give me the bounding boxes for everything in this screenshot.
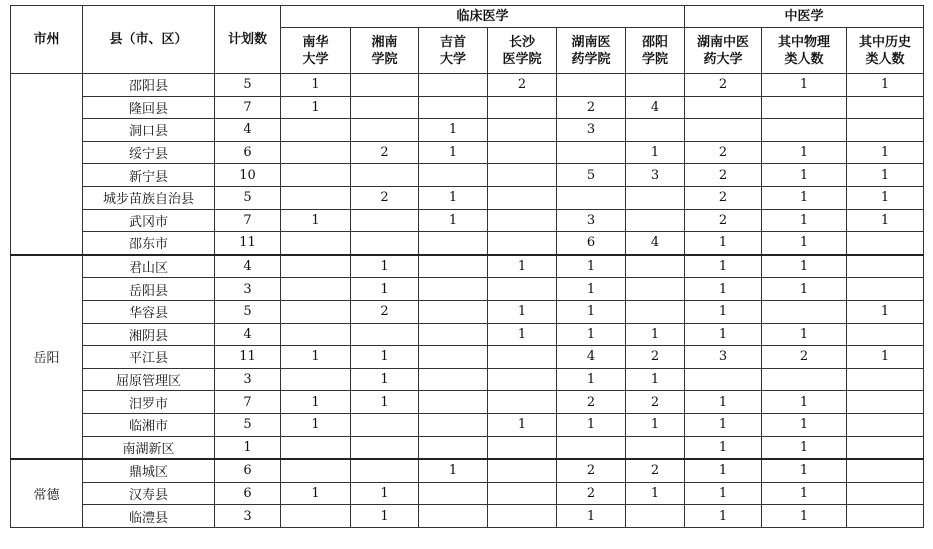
quota-cell: 1 [762,186,847,209]
quota-cell: 1 [626,368,685,391]
plan-cell: 4 [215,255,281,278]
quota-cell: 1 [351,368,419,391]
quota-cell: 1 [847,74,924,97]
quota-cell: 1 [762,482,847,505]
quota-cell [685,368,762,391]
county-cell: 临湘市 [83,413,215,436]
quota-cell [557,141,626,164]
quota-cell: 1 [762,323,847,346]
plan-cell: 3 [215,505,281,528]
quota-cell [419,164,488,187]
header-col-line1: 湘南 [371,34,398,50]
quota-cell [281,141,351,164]
quota-cell: 1 [351,391,419,414]
quota-cell: 4 [557,346,626,369]
quota-cell [488,368,557,391]
quota-cell [762,368,847,391]
quota-cell [281,300,351,323]
quota-cell: 1 [419,459,488,482]
quota-cell [419,413,488,436]
quota-cell [488,209,557,232]
quota-cell: 1 [419,119,488,142]
quota-cell: 1 [685,436,762,459]
quota-cell: 1 [419,186,488,209]
quota-cell: 1 [626,141,685,164]
plan-cell: 6 [215,141,281,164]
table-row [11,436,924,459]
table-body [11,74,924,528]
header-county: 县（市、区） [83,6,215,74]
quota-cell: 1 [762,436,847,459]
quota-cell [281,232,351,255]
quota-cell [488,505,557,528]
quota-cell: 2 [626,459,685,482]
header-col-line1: 其中物理 [778,34,831,50]
quota-cell [419,278,488,301]
table-row [11,164,924,187]
quota-cell: 1 [557,300,626,323]
quota-cell [419,391,488,414]
quota-cell: 1 [626,323,685,346]
header-group-clinical: 临床医学 [281,6,685,28]
quota-cell [488,436,557,459]
county-cell: 汉寿县 [83,482,215,505]
quota-cell [281,186,351,209]
quota-cell: 4 [626,96,685,119]
table-row [11,346,924,369]
quota-cell: 1 [762,74,847,97]
county-cell: 邵东市 [83,232,215,255]
plan-cell: 5 [215,413,281,436]
quota-cell [488,119,557,142]
quota-cell: 1 [685,232,762,255]
quota-cell [626,278,685,301]
quota-cell [488,96,557,119]
header-col-line2: 医学院 [502,51,542,67]
plan-cell: 5 [215,74,281,97]
header-col-line2: 学院 [642,51,669,67]
quota-cell: 1 [685,505,762,528]
quota-cell: 1 [685,278,762,301]
table-row [11,368,924,391]
quota-cell [626,186,685,209]
quota-cell: 1 [685,413,762,436]
quota-cell [488,232,557,255]
quota-cell: 1 [488,413,557,436]
header-city: 市州 [11,6,83,74]
county-cell: 隆回县 [83,96,215,119]
plan-cell: 5 [215,186,281,209]
quota-cell: 2 [685,186,762,209]
quota-cell [847,391,924,414]
quota-cell [847,368,924,391]
quota-cell: 1 [351,255,419,278]
plan-cell: 3 [215,278,281,301]
quota-cell: 2 [762,346,847,369]
county-cell: 岳阳县 [83,278,215,301]
quota-cell [351,164,419,187]
plan-cell: 5 [215,300,281,323]
header-col-5 [626,28,685,74]
table-row [11,482,924,505]
quota-cell [281,255,351,278]
header-col-8 [847,28,924,74]
quota-cell: 1 [847,164,924,187]
quota-cell [351,459,419,482]
county-cell: 汨罗市 [83,391,215,414]
quota-cell: 5 [557,164,626,187]
plan-cell: 6 [215,459,281,482]
quota-cell [626,505,685,528]
county-cell: 君山区 [83,255,215,278]
quota-cell [847,232,924,255]
quota-cell [281,119,351,142]
quota-cell [281,459,351,482]
county-cell: 湘阴县 [83,323,215,346]
quota-cell: 1 [847,300,924,323]
plan-cell: 10 [215,164,281,187]
table-row [11,141,924,164]
quota-cell: 2 [685,209,762,232]
quota-cell [351,96,419,119]
header-col-line2: 类人数 [865,51,905,67]
quota-cell: 1 [762,255,847,278]
quota-cell: 1 [281,413,351,436]
quota-cell: 1 [557,505,626,528]
quota-cell: 1 [762,505,847,528]
county-cell: 新宁县 [83,164,215,187]
quota-cell [351,119,419,142]
quota-cell [626,436,685,459]
quota-cell [488,391,557,414]
header-col-line2: 类人数 [784,51,824,67]
plan-cell: 3 [215,368,281,391]
quota-cell [351,74,419,97]
table-row [11,96,924,119]
county-cell: 城步苗族自治县 [83,186,215,209]
quota-cell: 1 [685,300,762,323]
table-row [11,323,924,346]
quota-cell [281,505,351,528]
quota-cell: 2 [626,391,685,414]
quota-cell [281,323,351,346]
county-cell: 临澧县 [83,505,215,528]
quota-cell: 1 [847,209,924,232]
quota-cell: 1 [762,232,847,255]
quota-cell [419,323,488,346]
quota-cell [685,96,762,119]
city-cell: 岳阳 [11,255,83,459]
quota-cell: 1 [351,278,419,301]
quota-cell: 2 [557,482,626,505]
quota-cell: 4 [626,232,685,255]
header-col-6 [685,28,762,74]
header-col-line1: 湖南中医 [697,34,750,50]
quota-cell: 1 [685,323,762,346]
quota-cell [626,209,685,232]
quota-cell [847,323,924,346]
plan-cell: 11 [215,346,281,369]
header-col-2 [419,28,488,74]
quota-cell: 2 [685,141,762,164]
quota-cell [281,436,351,459]
quota-cell: 1 [557,278,626,301]
quota-cell: 1 [351,505,419,528]
quota-cell: 1 [281,209,351,232]
quota-cell [488,346,557,369]
quota-cell: 1 [488,300,557,323]
city-cell: 常德 [11,459,83,527]
table-row [11,232,924,255]
quota-cell [557,436,626,459]
quota-cell [281,164,351,187]
quota-cell: 3 [557,209,626,232]
county-cell: 武冈市 [83,209,215,232]
quota-cell: 2 [351,300,419,323]
quota-cell [847,119,924,142]
header-col-1 [351,28,419,74]
quota-cell [281,278,351,301]
quota-cell: 2 [557,391,626,414]
quota-cell: 1 [281,391,351,414]
header-col-line1: 邵阳 [642,34,669,50]
quota-cell [419,74,488,97]
quota-cell [419,346,488,369]
quota-cell: 1 [685,391,762,414]
county-cell: 南湖新区 [83,436,215,459]
header-col-line1: 其中历史 [859,34,912,50]
quota-cell [351,232,419,255]
plan-cell: 7 [215,209,281,232]
quota-cell: 1 [557,368,626,391]
quota-cell [488,164,557,187]
header-col-line2: 药大学 [703,51,743,67]
quota-cell: 1 [762,278,847,301]
quota-cell: 3 [685,346,762,369]
quota-cell: 1 [685,482,762,505]
county-cell: 邵阳县 [83,74,215,97]
quota-cell [685,119,762,142]
quota-cell [419,300,488,323]
plan-cell: 7 [215,391,281,414]
quota-cell [419,96,488,119]
quota-cell: 1 [762,459,847,482]
quota-cell: 3 [626,164,685,187]
quota-cell: 1 [281,482,351,505]
table-row [11,74,924,97]
quota-cell [419,482,488,505]
quota-cell: 1 [281,74,351,97]
quota-cell [762,96,847,119]
quota-cell: 2 [351,141,419,164]
table-header [11,6,924,74]
table-row [11,391,924,414]
header-col-line2: 大学 [439,51,466,67]
table-row [11,278,924,301]
quota-table [10,5,924,528]
quota-cell: 1 [281,96,351,119]
quota-cell: 1 [351,482,419,505]
quota-cell [281,368,351,391]
quota-cell [419,255,488,278]
quota-cell [762,300,847,323]
plan-cell: 4 [215,119,281,142]
plan-cell: 6 [215,482,281,505]
header-col-line2: 药学院 [571,51,611,67]
quota-cell [351,413,419,436]
quota-cell [847,255,924,278]
county-cell: 屈原管理区 [83,368,215,391]
plan-cell: 7 [215,96,281,119]
header-col-7 [762,28,847,74]
table-row [11,300,924,323]
table-row [11,505,924,528]
quota-cell: 1 [351,346,419,369]
quota-cell: 1 [847,346,924,369]
quota-cell [488,459,557,482]
header-col-4 [557,28,626,74]
quota-cell [419,368,488,391]
quota-cell [557,186,626,209]
county-cell: 平江县 [83,346,215,369]
header-col-line1: 南华 [302,34,329,50]
quota-cell: 2 [557,459,626,482]
table-row [11,413,924,436]
quota-cell: 3 [557,119,626,142]
quota-cell: 1 [557,413,626,436]
quota-cell [351,323,419,346]
header-col-line2: 大学 [302,51,329,67]
quota-cell: 2 [488,74,557,97]
county-cell: 鼎城区 [83,459,215,482]
quota-cell: 1 [685,255,762,278]
quota-cell: 1 [419,209,488,232]
quota-cell: 1 [626,413,685,436]
city-cell [11,74,83,255]
plan-cell: 1 [215,436,281,459]
table-row [11,255,924,278]
quota-cell: 1 [847,186,924,209]
quota-cell [626,300,685,323]
header-group-tcm: 中医学 [685,6,924,28]
quota-cell: 2 [351,186,419,209]
header-col-0 [281,28,351,74]
quota-cell [847,482,924,505]
quota-cell [847,278,924,301]
quota-cell: 1 [762,141,847,164]
quota-cell [419,436,488,459]
quota-cell [488,278,557,301]
quota-cell: 1 [626,482,685,505]
quota-cell: 1 [419,141,488,164]
quota-cell: 2 [685,164,762,187]
quota-cell: 1 [762,413,847,436]
header-col-line1: 长沙 [508,34,535,50]
table-row [11,186,924,209]
plan-cell: 4 [215,323,281,346]
quota-cell [847,413,924,436]
quota-cell [488,482,557,505]
quota-cell [557,74,626,97]
quota-cell [847,459,924,482]
quota-cell: 2 [626,346,685,369]
quota-cell [847,505,924,528]
county-cell: 华容县 [83,300,215,323]
quota-cell [419,505,488,528]
quota-cell: 1 [762,209,847,232]
header-col-line1: 吉首 [439,34,466,50]
quota-cell [762,119,847,142]
quota-cell [626,255,685,278]
plan-cell: 11 [215,232,281,255]
quota-cell: 1 [762,391,847,414]
header-col-3 [488,28,557,74]
quota-cell [488,186,557,209]
quota-cell: 2 [685,74,762,97]
table-row [11,209,924,232]
quota-cell: 1 [281,346,351,369]
quota-cell: 1 [762,164,847,187]
county-cell: 洞口县 [83,119,215,142]
quota-cell: 1 [488,323,557,346]
quota-cell: 1 [557,255,626,278]
header-col-line1: 湖南医 [571,34,611,50]
quota-cell: 2 [557,96,626,119]
quota-cell [626,74,685,97]
quota-cell: 1 [488,255,557,278]
quota-cell [419,232,488,255]
quota-cell: 1 [685,459,762,482]
quota-cell [626,119,685,142]
quota-cell [847,436,924,459]
header-col-line2: 学院 [371,51,398,67]
table-row [11,459,924,482]
quota-cell: 1 [847,141,924,164]
county-cell: 绥宁县 [83,141,215,164]
quota-cell: 6 [557,232,626,255]
quota-cell: 1 [557,323,626,346]
table-row [11,119,924,142]
quota-cell [847,96,924,119]
quota-cell [351,209,419,232]
quota-cell [351,436,419,459]
quota-cell [488,141,557,164]
header-plan: 计划数 [215,6,281,74]
